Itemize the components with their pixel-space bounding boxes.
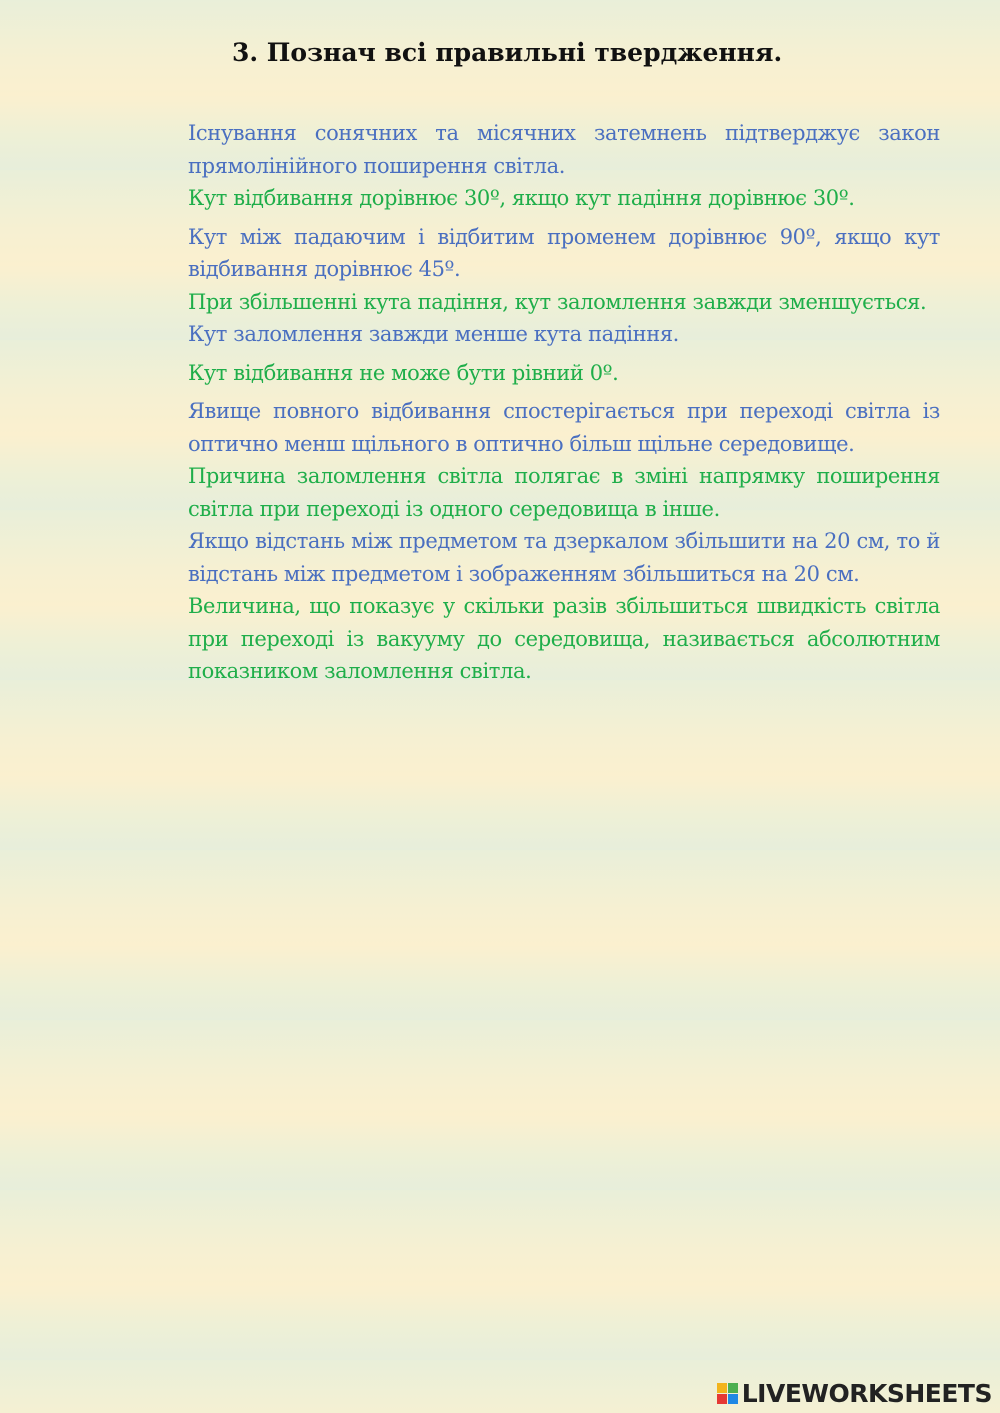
statement-1[interactable]: Існування сонячних та місячних затемнень підтверджує закон прямолінійного поширення світла.: [188, 121, 940, 178]
statement-6[interactable]: Кут відбивання не може бути рівний 0º.: [188, 360, 619, 385]
statement-list: [188, 117, 940, 688]
statement-3[interactable]: Кут між падаючим і відбитим променем дорівнює 90º, якщо кут відбивання дорівнює 45º.: [188, 224, 940, 281]
logo-square-4: [728, 1394, 738, 1404]
statement-7[interactable]: Явище повного відбивання спостерігається при переході світла із оптично менш щільного в оптично більш щільне середовище.: [188, 399, 940, 456]
logo-square-2: [728, 1383, 738, 1393]
liveworksheets-logo: [717, 1379, 992, 1407]
statement-2[interactable]: Кут відбивання дорівнює 30º, якщо кут падіння дорівнює 30º.: [188, 186, 855, 210]
statement-9[interactable]: Якщо відстань між предметом та дзеркалом збільшити на 20 см, то й відстань між предметом і зображенням збільшиться на 20 см.: [188, 529, 940, 586]
statement-4[interactable]: При збільшенні кута падіння, кут заломлення завжди зменшується.: [188, 289, 927, 314]
statement-5[interactable]: Кут заломлення завжди менше кута падіння.: [188, 322, 679, 346]
logo-square-3: [717, 1394, 727, 1404]
liveworksheets-logo-icon: [717, 1383, 738, 1404]
liveworksheets-logo-text: LIVEWORKSHEETS: [741, 1378, 992, 1408]
page-title: 3. Познач всі правильні твердження.: [232, 38, 783, 67]
logo-square-1: [717, 1383, 727, 1393]
statement-8[interactable]: Причина заломлення світла полягає в зміні напрямку поширення світла при переході із одного середовища в інше.: [188, 464, 940, 521]
statement-10[interactable]: Величина, що показує у скільки разів збільшиться швидкість світла при переході із вакууму до середовища, називається абсолютним показником заломлення світла.: [188, 594, 940, 683]
